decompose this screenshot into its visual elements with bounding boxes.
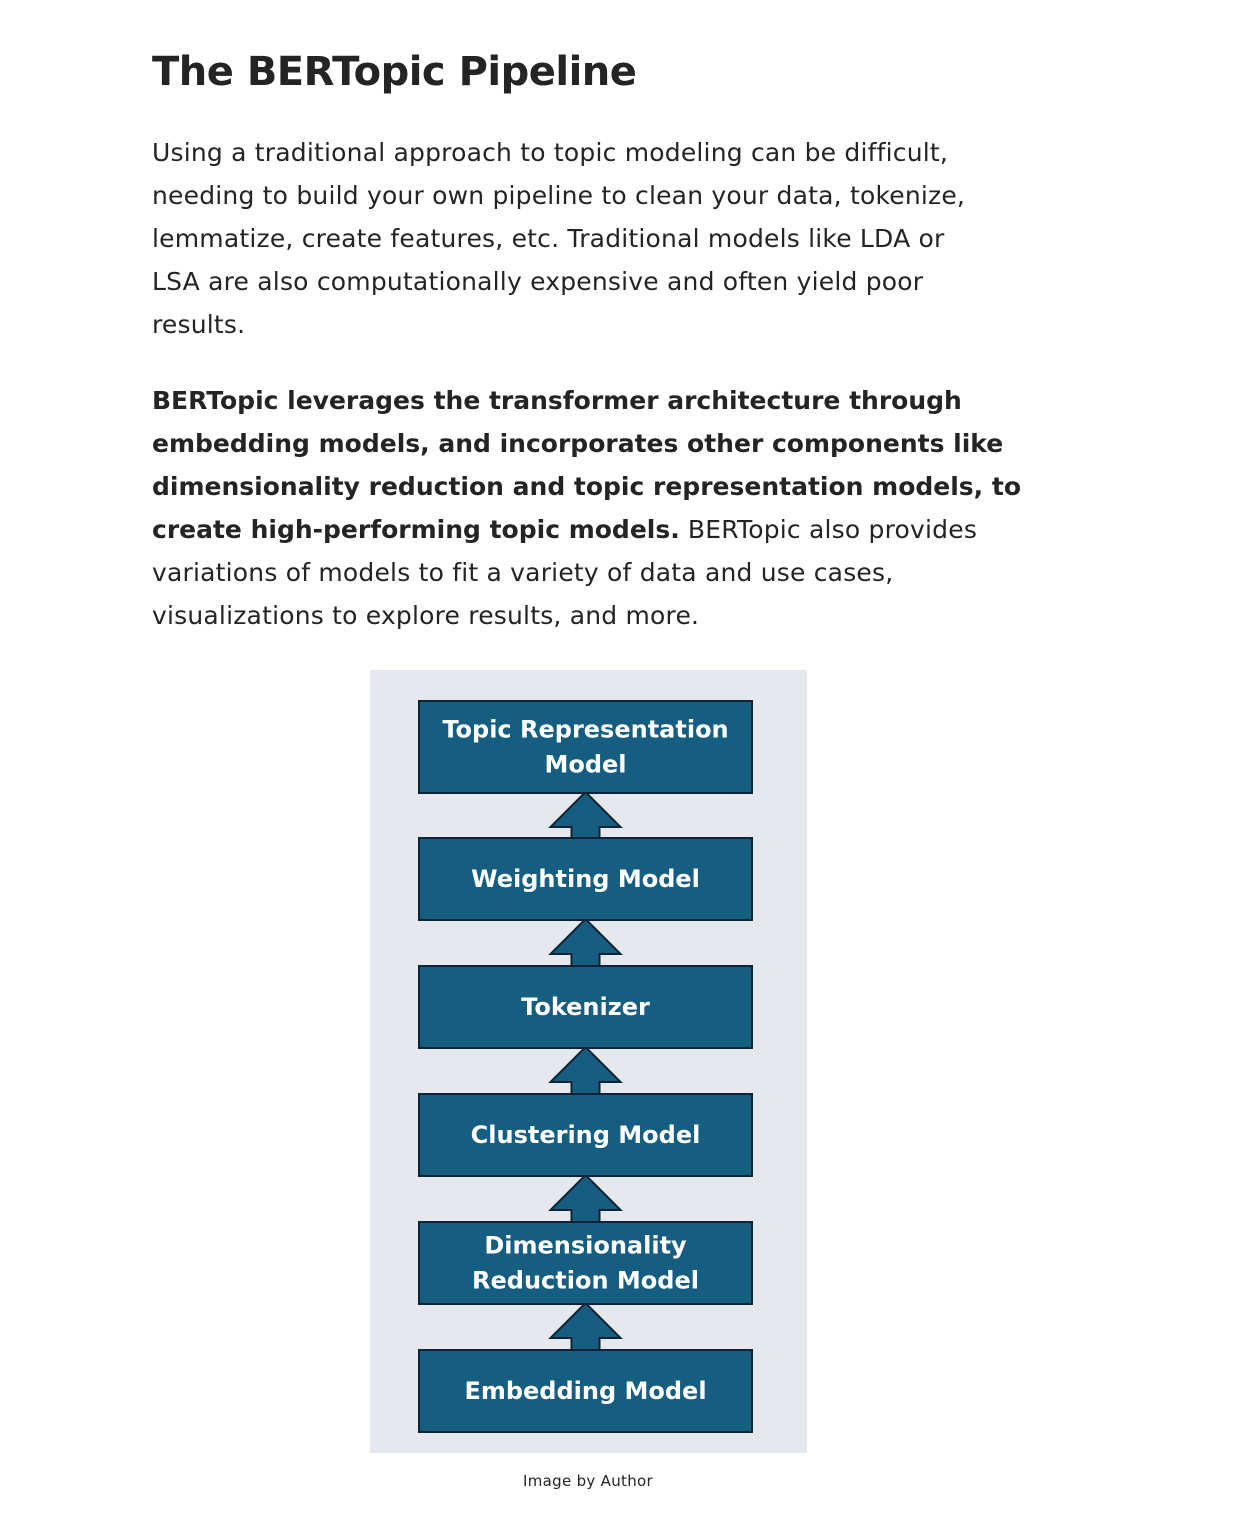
paragraph-line xyxy=(152,422,1012,465)
pipeline-step-label: Clustering Model xyxy=(470,1121,701,1149)
up-arrow-icon xyxy=(551,919,621,967)
pipeline-step-label: Dimensionality xyxy=(484,1231,687,1260)
bold-text: BERTopic leverages the transformer architecture through xyxy=(152,386,962,415)
pipeline-step xyxy=(419,701,752,793)
pipeline-step-label: Weighting Model xyxy=(471,865,700,893)
paragraph-line: variations of models to fit a variety of data and use cases, xyxy=(152,558,894,587)
page-title: The BERTopic Pipeline xyxy=(152,49,637,95)
paragraph-line xyxy=(152,508,1012,551)
paragraph-line: visualizations to explore results, and more. xyxy=(152,601,700,630)
paragraph-line xyxy=(152,465,1021,508)
intro-paragraph xyxy=(152,131,1012,346)
pipeline-step-label: Topic Representation xyxy=(442,715,729,744)
bold-text: embedding models, and incorporates other components like xyxy=(152,429,1004,458)
paragraph-line: lemmatize, create features, etc. Traditional models like LDA or xyxy=(152,224,945,253)
paragraph-line: Using a traditional approach to topic modeling can be difficult, xyxy=(152,138,949,167)
paragraph-line: results. xyxy=(152,310,246,339)
paragraph-line xyxy=(152,379,1012,422)
pipeline-diagram xyxy=(370,670,807,1453)
figure-caption: Image by Author xyxy=(523,1472,653,1490)
pipeline-step xyxy=(419,966,752,1048)
paragraph-line: LSA are also computationally expensive and often yield poor xyxy=(152,267,924,296)
pipeline-step-label: Model xyxy=(544,750,627,779)
bold-text: create high-performing topic models. xyxy=(152,515,680,544)
up-arrow-icon xyxy=(551,1303,621,1351)
bertopic-paragraph xyxy=(152,379,1021,637)
bold-text: dimensionality reduction and topic representation models, to xyxy=(152,472,1021,501)
pipeline-diagram-svg xyxy=(370,670,807,1453)
up-arrow-icon xyxy=(551,1175,621,1223)
up-arrow-icon xyxy=(551,1047,621,1095)
pipeline-step xyxy=(419,838,752,920)
pipeline-step-label: Reduction Model xyxy=(472,1266,699,1295)
up-arrow-icon xyxy=(551,792,621,839)
pipeline-step xyxy=(419,1094,752,1176)
pipeline-step xyxy=(419,1350,752,1432)
pipeline-step-label: Tokenizer xyxy=(521,993,650,1021)
paragraph-line: needing to build your own pipeline to clean your data, tokenize, xyxy=(152,181,966,210)
regular-text: BERTopic also provides xyxy=(679,515,978,544)
pipeline-step xyxy=(419,1222,752,1304)
pipeline-step-label: Embedding Model xyxy=(464,1377,707,1405)
